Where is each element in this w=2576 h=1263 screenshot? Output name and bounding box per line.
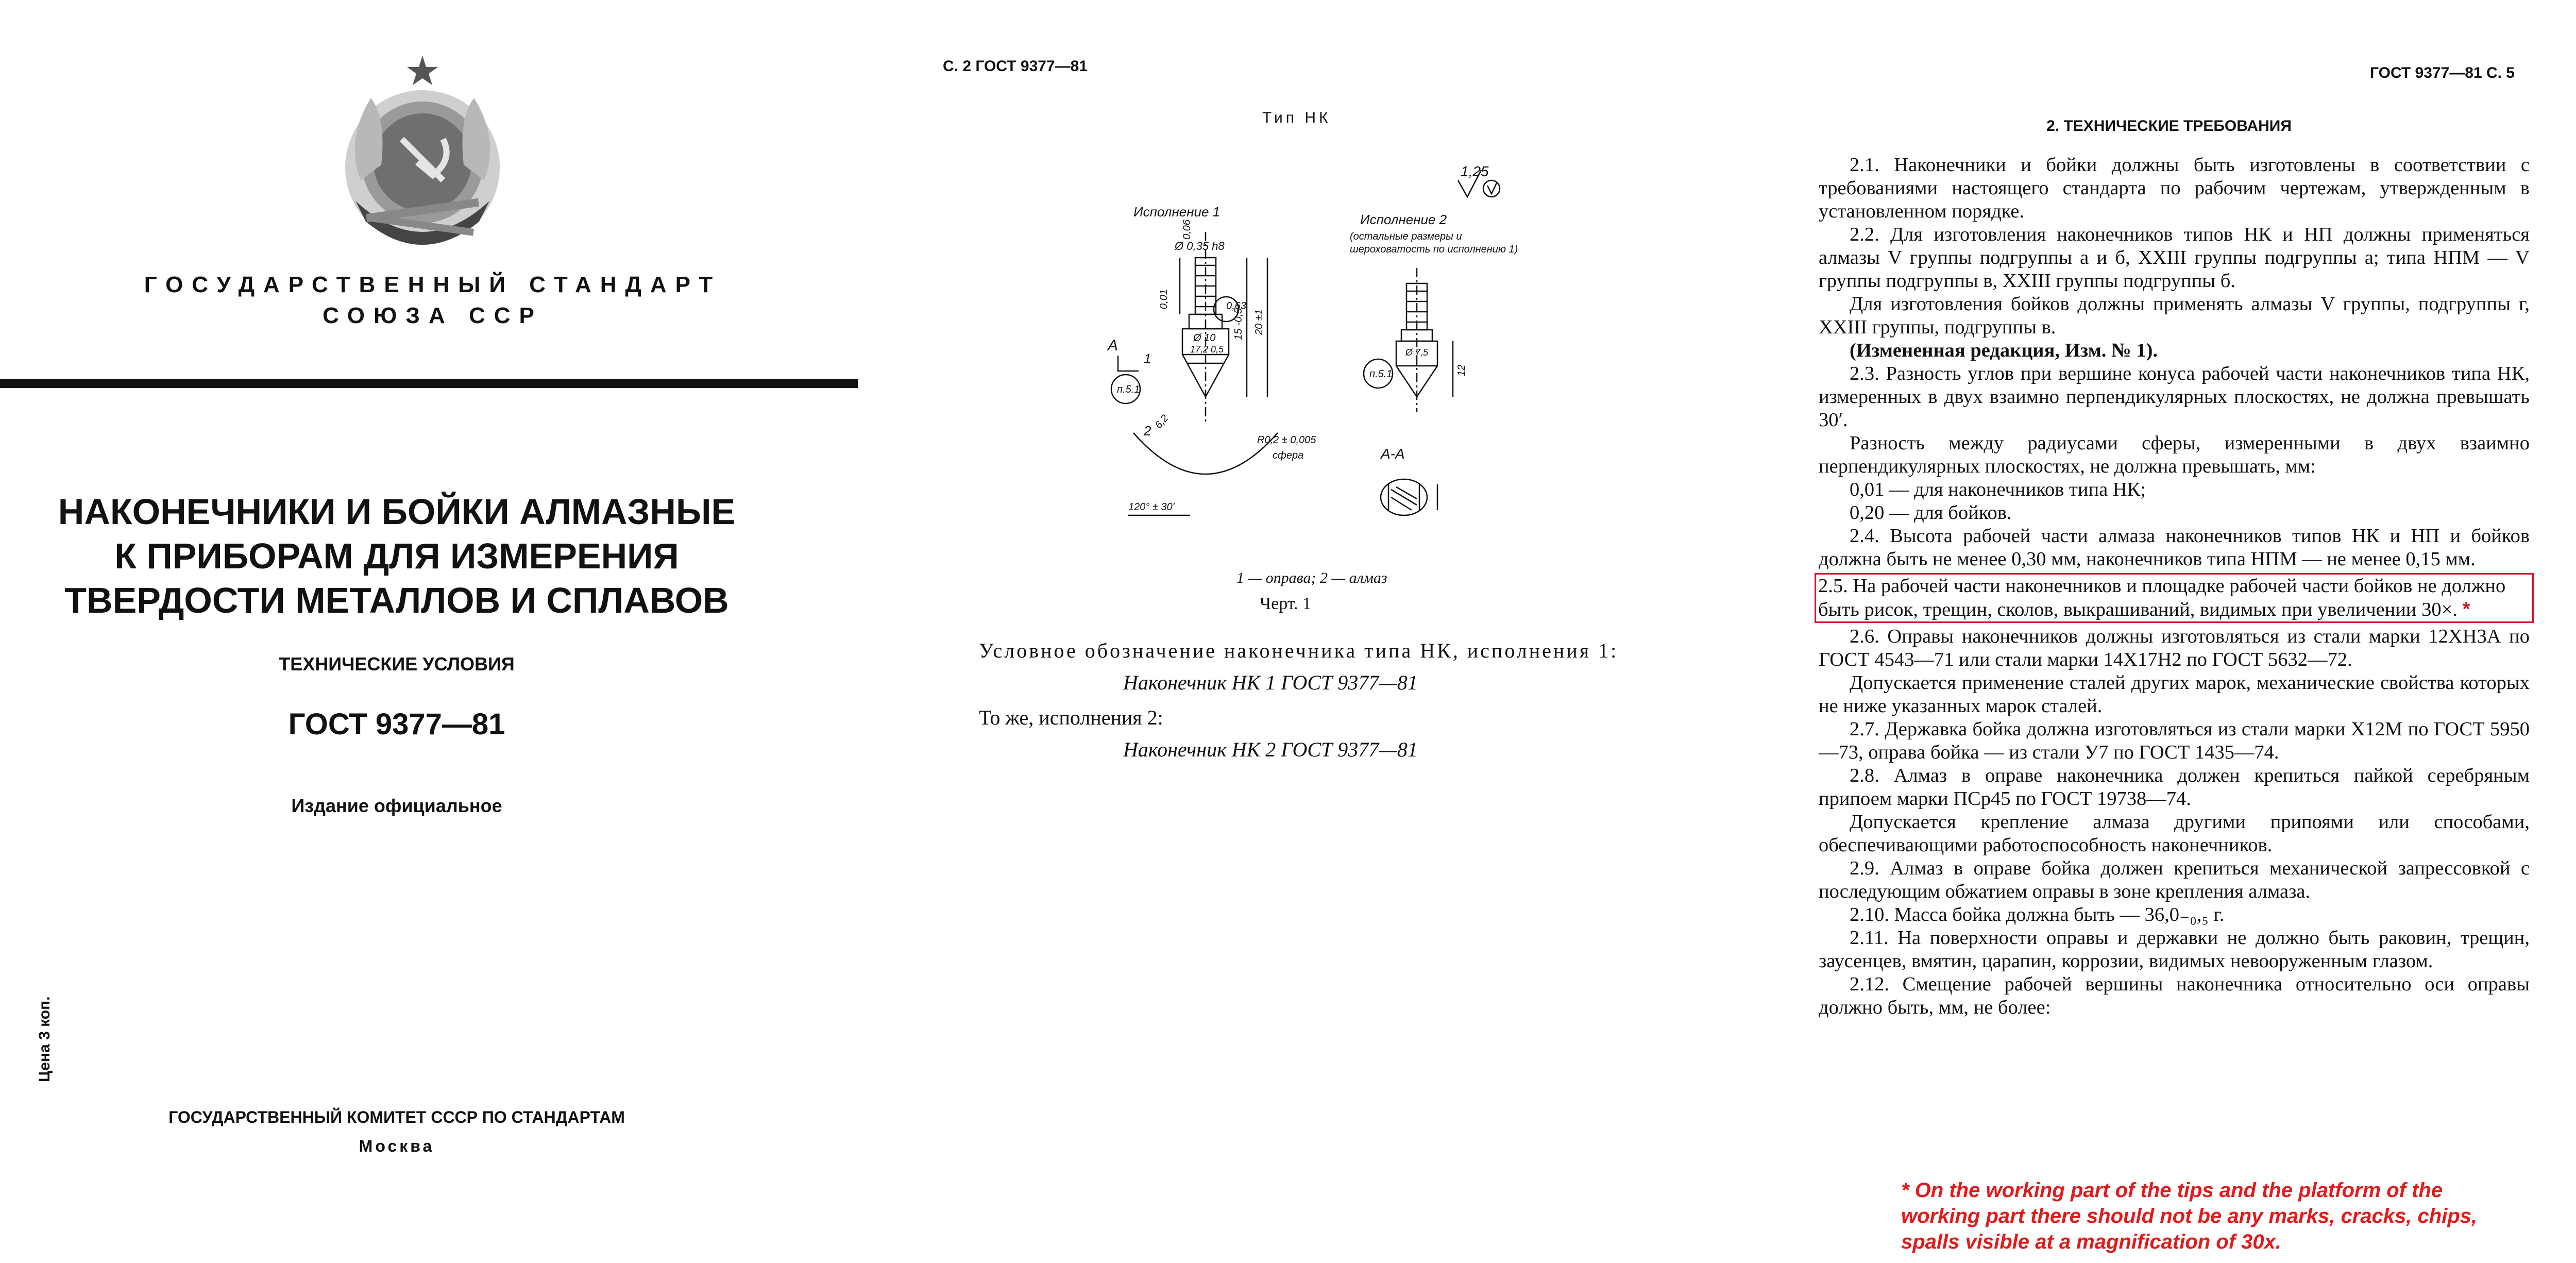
tech-conditions: ТЕХНИЧЕСКИЕ УСЛОВИЯ [279,653,515,675]
city-name: Москва [359,1137,435,1155]
sphere-radius: R0,2 ± 0,005 [1257,434,1316,446]
position-1: 1 [1144,351,1151,366]
page-header: С. 2 ГОСТ 9377—81 [943,58,1088,75]
variant2-label: Исполнение 2 [1360,212,1447,227]
page-header: ГОСТ 9377—81 С. 5 [2370,64,2515,81]
note-51-right: п.5.1 [1369,368,1393,380]
dim-12: 12 [1456,364,1467,376]
variant2-note-line2: шероховатость по исполнению 1) [1350,244,1518,255]
committee-name: ГОСУДАРСТВЕННЫЙ КОМИТЕТ СССР ПО СТАНДАРТАМ [168,1108,625,1126]
dim-15: 15 -0,5 [1233,308,1244,340]
cone-angle: 120° ± 30' [1128,501,1175,513]
dim-d10: Ø 10 [1193,332,1216,344]
dim-20: 20 ±1 [1253,309,1265,335]
ussr-emblem [325,46,520,263]
dim-62: 6,2 [1153,412,1171,431]
clause-2-3c: 0,01 — для наконечников типа НК; [1850,479,2146,500]
amendment-note: (Измененная редакция, Изм. № 1). [1850,340,2158,361]
translation-annotation: * On the working part of the tips and the platform of the working part there should not be any marks, cracks, chips, spalls visible at a magnification of 30x. [1901,1179,2478,1253]
clause-2-3b: Разность между радиусами сферы, измеренными в двух взаимно перпендикулярных плоскостях, не должна превышать, мм: [1819,432,2530,477]
position-2: 2 [1144,423,1151,439]
divider-rule [0,379,858,388]
clause-2-1: 2.1. Наконечники и бойки должны быть изготовлены в соответствии с требованиями настоящего стандарта по рабочим чертежам, утвержденным в установленном порядке. [1819,154,2530,222]
clause-2-6b: Допускается применение сталей других марок, механические свойства которых не ниже указанных марок сталей. [1819,672,2530,717]
type-label: Тип НК [1262,109,1331,126]
variant2-note-line1: (остальные размеры и [1350,231,1462,242]
technical-drawing [1072,155,1535,557]
dim-001: 0,01 [1158,289,1170,309]
section-arrow-label: А [1108,337,1118,354]
clause-2-6: 2.6. Оправы наконечников должны изготовляться из стали марки 12ХН3А по ГОСТ 4543—71 или стали марки 14Х17Н2 по ГОСТ 5632—72. [1819,626,2530,670]
state-standard-line2: СОЮЗА ССР [323,303,543,328]
variant1-label: Исполнение 1 [1133,204,1221,220]
dim-d75: Ø 7,5 [1405,347,1429,358]
requirements-page [1762,0,2576,1263]
clause-2-5: 2.5. На рабочей части наконечников и площадке рабочей части бойков не должно быть рисок, трещин, сколов, выкрашиваний, видимых при увеличении 30×. [1818,575,2506,620]
note-51-left: п.5.1 [1117,384,1140,395]
sphere-label: сфера [1273,450,1304,461]
designation-intro: Условное обозначение наконечника типа НК, исполнения 1: [979,639,1619,662]
dim-d035: Ø 0,35 h8 [1175,240,1225,252]
dim-006: 0,06 [1181,220,1193,240]
clause-2-8b: Допускается крепление алмаза другими припоями или способами, обеспечивающими работоспособность наконечников. [1819,811,2530,856]
clause-2-9: 2.9. Алмаз в оправе бойка должен крепиться механической запрессовкой с последующим обжатием оправы в зоне крепления алмаза. [1819,857,2530,902]
designation-block [943,639,1638,762]
state-standard-line1: ГОСУДАРСТВЕННЫЙ СТАНДАРТ [144,272,722,297]
clause-2-7: 2.7. Державка бойка должна изготовляться из стали марки Х12М по ГОСТ 5950—73, оправа бойка — из стали У7 по ГОСТ 1435—74. [1819,718,2530,763]
same-variant2: То же, исполнения 2: [979,706,1163,729]
section-title: 2. ТЕХНИЧЕСКИЕ ТРЕБОВАНИЯ [2046,117,2292,134]
clause-2-10: 2.10. Масса бойка должна быть — 36,0₋₀,₅ г. [1850,904,2225,925]
clause-2-2b: Для изготовления бойков должны применять алмазы V группы, подгруппы г, XXIII группы, подгруппы в. [1819,293,2530,338]
drawing-caption: Черт. 1 [1260,594,1312,613]
dim-063: 0,63 [1226,300,1246,312]
title-line1: НАКОНЕЧНИКИ И БОЙКИ АЛМАЗНЫЕ [58,492,736,532]
designation-variant2: Наконечник НК 2 ГОСТ 9377—81 [1123,738,1418,761]
price-label: Цена 3 коп. [36,996,53,1082]
annotation-star: * [2462,598,2470,620]
drawing-legend: 1 — оправа; 2 — алмаз [1236,569,1387,586]
dim-17: 17,2 0,5 [1190,344,1224,355]
clause-2-12: 2.12. Смещение рабочей вершины наконечника относительно оси оправы должно быть, мм, не более: [1819,973,2530,1018]
requirements-text [1819,154,2530,1019]
clause-2-3: 2.3. Разность углов при вершине конуса рабочей части наконечников типа НК, измеренных в двух взаимно перпендикулярных плоскостях, не должна превышать 30′. [1819,363,2530,431]
official-edition: Издание официальное [291,795,502,816]
clause-2-8: 2.8. Алмаз в оправе наконечника должен крепиться пайкой серебряным припоем марки ПСр45 по ГОСТ 19738—74. [1819,765,2530,810]
highlighted-clause [1815,573,2534,623]
clause-2-3d: 0,20 — для бойков. [1850,502,2012,524]
cover-page [0,0,866,1263]
document-title [52,490,742,622]
title-line2: К ПРИБОРАМ ДЛЯ ИЗМЕРЕНИЯ [114,536,679,576]
roughness-value: 1,25 [1461,163,1489,179]
gost-number: ГОСТ 9377—81 [288,708,505,741]
clause-2-2: 2.2. Для изготовления наконечников типов НК и НП должны применяться алмазы V группы подгруппы а и б, XXIII группы подгруппы а; типа НПМ — V группы подгруппы в, XXIII группы подгруппы б. [1819,224,2530,292]
clause-2-4: 2.4. Высота рабочей части алмаза наконечников типов НК и НП и бойков должна быть не менее 0,30 мм, наконечников типа НПМ — не менее 0,15 мм. [1819,525,2530,570]
clause-2-11: 2.11. На поверхности оправы и державки не должно быть раковин, трещин, заусенцев, вмятин, царапин, коррозии, видимых невооруженным глазом. [1819,927,2530,972]
drawing-page [876,0,1700,1263]
title-line3: ТВЕРДОСТИ МЕТАЛЛОВ И СПЛАВОВ [64,580,729,620]
section-label: А-А [1381,446,1405,462]
designation-variant1: Наконечник НК 1 ГОСТ 9377—81 [1123,671,1418,694]
